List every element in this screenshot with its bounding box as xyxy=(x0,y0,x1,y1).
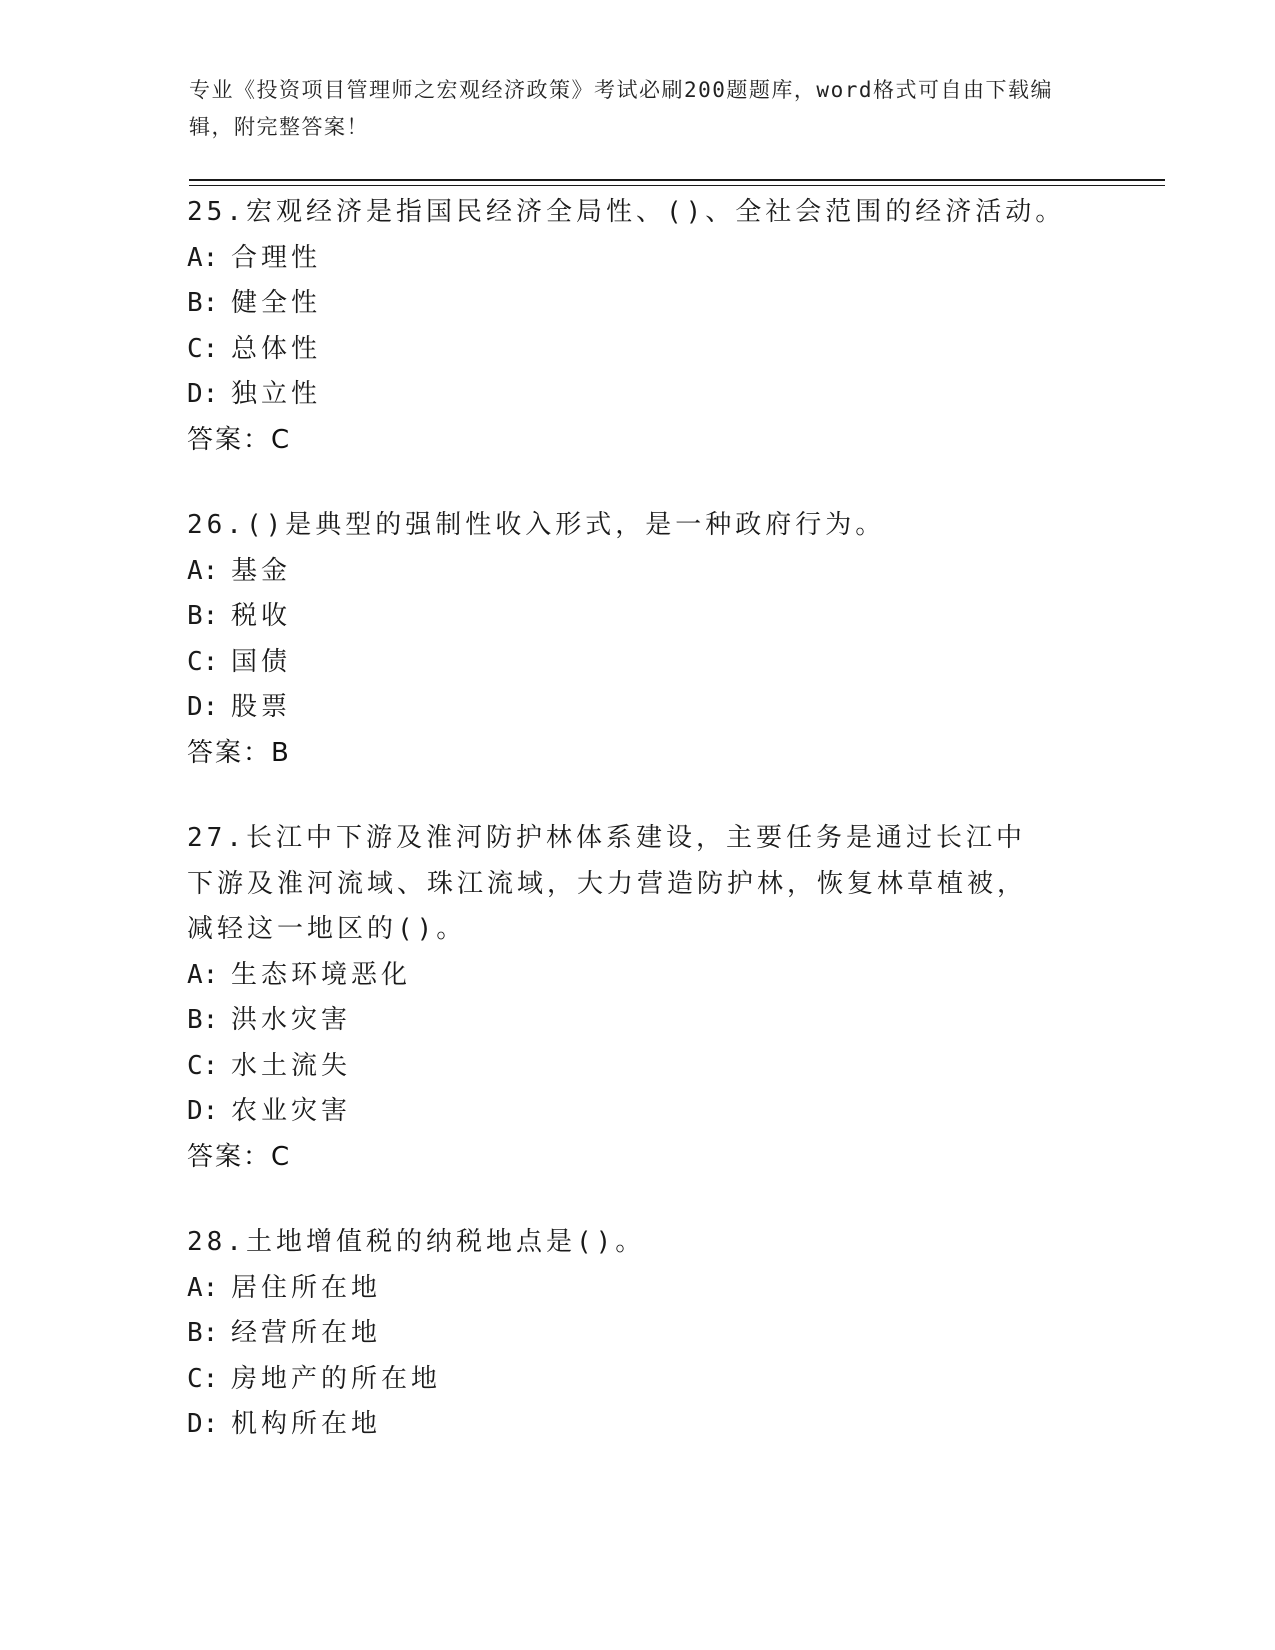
option-text: 房地产的所在地 xyxy=(231,1363,442,1394)
header-divider-thick xyxy=(189,179,1165,181)
option-a xyxy=(187,953,1087,999)
option-text: 洪水灾害 xyxy=(231,1005,352,1035)
option-text: 独立性 xyxy=(231,379,322,409)
option-text: 基金 xyxy=(231,555,292,586)
option-c xyxy=(187,327,1087,373)
option-letter: B: xyxy=(187,1005,219,1035)
option-a xyxy=(187,236,1087,282)
option-letter: B: xyxy=(187,601,219,631)
option-text: 经营所在地 xyxy=(231,1318,382,1348)
option-letter: A: xyxy=(187,959,219,990)
question-27 xyxy=(187,816,1087,1180)
option-letter: A: xyxy=(187,1272,219,1303)
option-text: 水土流失 xyxy=(231,1050,352,1081)
option-text: 股票 xyxy=(231,692,292,722)
question-28 xyxy=(187,1220,1087,1448)
option-letter: C: xyxy=(187,646,219,677)
option-b xyxy=(187,1311,1087,1357)
option-letter: D: xyxy=(187,379,219,409)
header-divider-thin xyxy=(189,185,1165,186)
option-text: 合理性 xyxy=(231,242,322,273)
option-text: 健全性 xyxy=(231,288,322,318)
answer-line: 答案：C xyxy=(187,424,292,455)
option-text: 总体性 xyxy=(231,333,322,364)
question-list xyxy=(187,190,1087,1488)
option-letter: D: xyxy=(187,1409,219,1439)
option-b xyxy=(187,998,1087,1044)
option-c xyxy=(187,640,1087,686)
option-letter: A: xyxy=(187,242,219,273)
document-header: 专业《投资项目管理师之宏观经济政策》考试必刷200题题库，word格式可自由下载编辑，附完整答案！ xyxy=(189,78,1053,139)
answer-line: 答案：B xyxy=(187,737,291,768)
option-text: 税收 xyxy=(231,601,292,631)
option-text: 农业灾害 xyxy=(231,1096,352,1126)
option-text: 生态环境恶化 xyxy=(231,959,412,990)
option-a xyxy=(187,1266,1087,1312)
option-letter: C: xyxy=(187,1363,219,1394)
question-stem: 28.土地增值税的纳税地点是()。 xyxy=(187,1227,646,1257)
option-letter: A: xyxy=(187,555,219,586)
option-d xyxy=(187,685,1087,731)
option-letter: D: xyxy=(187,1096,219,1126)
option-letter: D: xyxy=(187,692,219,722)
option-b xyxy=(187,594,1087,640)
question-stem: 27.长江中下游及淮河防护林体系建设，主要任务是通过长江中下游及淮河流域、珠江流域，大力营造防护林，恢复林草植被，减轻这一地区的()。 xyxy=(187,823,1028,944)
question-stem: 25.宏观经济是指国民经济全局性、()、全社会范围的经济活动。 xyxy=(187,197,1066,227)
option-letter: C: xyxy=(187,333,219,364)
question-26 xyxy=(187,503,1087,776)
answer-line: 答案：C xyxy=(187,1141,292,1172)
option-letter: B: xyxy=(187,1318,219,1348)
option-d xyxy=(187,1402,1087,1448)
option-d xyxy=(187,372,1087,418)
option-letter: C: xyxy=(187,1050,219,1081)
question-25 xyxy=(187,190,1087,463)
option-b xyxy=(187,281,1087,327)
option-text: 国债 xyxy=(231,646,292,677)
question-stem: 26.()是典型的强制性收入形式，是一种政府行为。 xyxy=(187,510,886,540)
option-c xyxy=(187,1044,1087,1090)
option-letter: B: xyxy=(187,288,219,318)
option-c xyxy=(187,1357,1087,1403)
option-a xyxy=(187,549,1087,595)
option-d xyxy=(187,1089,1087,1135)
option-text: 居住所在地 xyxy=(231,1272,382,1303)
option-text: 机构所在地 xyxy=(231,1409,382,1439)
